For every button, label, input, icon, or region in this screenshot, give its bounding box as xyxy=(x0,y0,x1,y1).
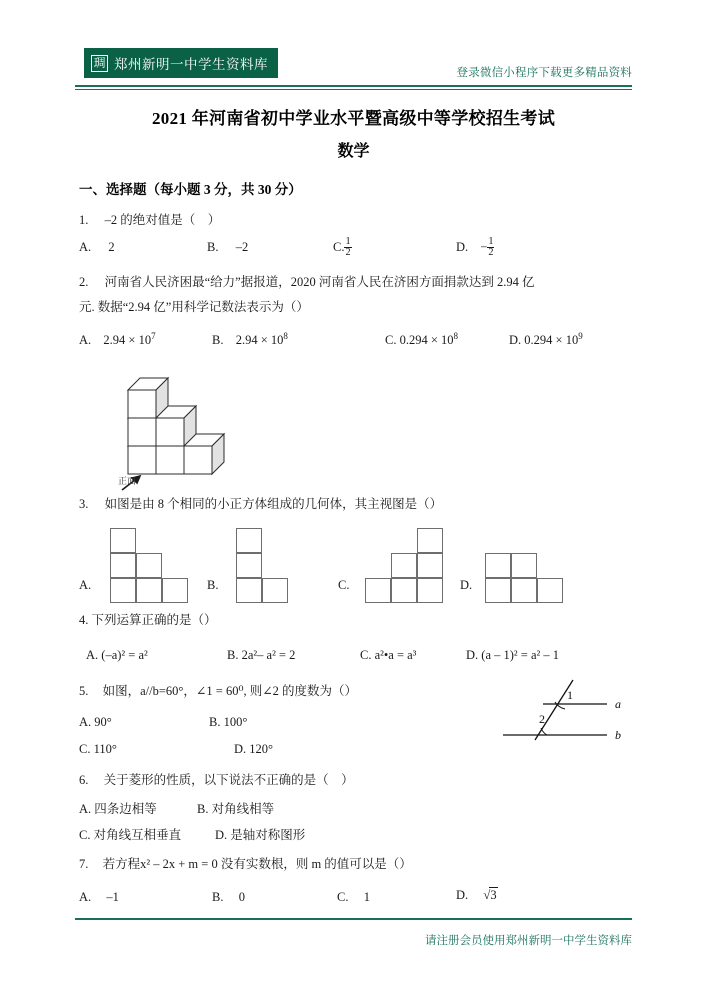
q4-opt-c-text: a²•a = a³ xyxy=(374,648,417,662)
grid-cell xyxy=(236,553,262,578)
q6-option-a[interactable] xyxy=(79,802,157,816)
q2-opt-b-label: B. xyxy=(212,333,224,348)
q1-opt-d-fraction: $\frac{1}{2}$ xyxy=(488,236,494,259)
grid-cell xyxy=(417,528,443,553)
q3-option-b-grid[interactable] xyxy=(236,528,316,603)
q1-option-c[interactable] xyxy=(333,237,352,259)
q2-opt-d-mantissa: 0.294 xyxy=(524,333,553,348)
q7-stem-text: 若方程x² – 2x + m = 0 没有实数根，则 m 的值可以是（） xyxy=(102,857,412,871)
q2-opt-b-base: 10 xyxy=(270,333,284,348)
q4-opt-b-label: B. xyxy=(227,648,239,662)
q6-opt-d-text: 是轴对称图形 xyxy=(230,828,306,842)
q5-opt-d-label: D. xyxy=(234,742,247,756)
question-5-stem xyxy=(79,684,357,698)
times-symbol: × xyxy=(430,333,438,348)
header-promo-text: 登录微信小程序下载更多精品资料 xyxy=(456,65,632,79)
q3-option-a-grid[interactable] xyxy=(110,528,200,603)
q3-opt-c-label: C. xyxy=(338,578,350,592)
q2-option-d[interactable] xyxy=(509,331,583,348)
q2-opt-c-exp: 8 xyxy=(453,331,459,341)
grid-cell xyxy=(511,578,537,603)
question-4-stem xyxy=(79,613,217,627)
q2-opt-a-mantissa: 2.94 xyxy=(103,333,126,348)
q1-opt-a-text: 2 xyxy=(108,240,115,254)
q5-option-b[interactable] xyxy=(209,715,247,729)
grid-cell xyxy=(417,578,443,603)
q7-opt-c-text: 1 xyxy=(363,890,370,904)
q1-number: 1. xyxy=(79,213,89,227)
line-b-label: b xyxy=(615,728,621,742)
q2-option-c[interactable] xyxy=(385,331,458,348)
q6-opt-d-label: D. xyxy=(215,828,228,842)
grid-cell xyxy=(417,553,443,578)
q7-number: 7. xyxy=(79,857,89,871)
q5-opt-a-text: 90° xyxy=(94,715,112,729)
q7-opt-b-label: B. xyxy=(212,890,224,904)
grid-cell xyxy=(110,553,136,578)
q6-option-d[interactable] xyxy=(215,828,305,842)
q7-option-c[interactable] xyxy=(337,890,370,904)
q7-option-a[interactable] xyxy=(79,890,119,904)
q7-opt-d-label: D. xyxy=(456,888,469,902)
q5-stem-text: 如图，a//b=60°，∠1 = 60⁰, 则∠2 的度数为（） xyxy=(102,684,358,698)
q4-option-b[interactable] xyxy=(227,648,295,662)
grid-cell xyxy=(485,553,511,578)
grid-cell xyxy=(110,528,136,553)
grid-cell xyxy=(236,528,262,553)
q4-option-d[interactable] xyxy=(466,648,559,662)
q7-option-d[interactable] xyxy=(456,887,498,903)
q3-stem-text: 如图是由 8 个相同的小正方体组成的几何体，其主视图是（） xyxy=(104,497,443,511)
angle-1-number: 1 xyxy=(567,688,573,702)
q1-opt-d-minus: − xyxy=(480,240,488,255)
grid-cell xyxy=(391,553,417,578)
q3-opt-d-label: D. xyxy=(460,578,473,592)
q1-opt-d-label: D. xyxy=(456,240,469,255)
header-rule-thick xyxy=(75,85,632,87)
grid-cell xyxy=(136,553,162,578)
q4-opt-b-text: 2a²– a² = 2 xyxy=(241,648,296,662)
q2-opt-b-exp: 8 xyxy=(283,331,288,341)
grid-cell xyxy=(236,578,262,603)
q1-opt-a-label: A. xyxy=(79,240,92,254)
q1-option-b[interactable] xyxy=(207,240,248,254)
footer-rule xyxy=(75,918,632,920)
grid-cell xyxy=(485,578,511,603)
q6-opt-a-label: A. xyxy=(79,802,92,816)
q2-opt-a-base: 10 xyxy=(138,333,152,348)
q4-opt-a-label: A. xyxy=(86,648,99,662)
q1-option-d[interactable] xyxy=(456,237,494,259)
q4-opt-a-text: (–a)² = a² xyxy=(101,648,148,662)
q5-opt-a-label: A. xyxy=(79,715,92,729)
q2-stem-text-1: 河南省人民济困最“给力”据报道，2020 河南省人民在济困方面捐款达到 2.94 亿 xyxy=(104,275,535,289)
q3-opt-a-label: A. xyxy=(79,578,92,592)
q5-opt-b-label: B. xyxy=(209,715,221,729)
q6-option-b[interactable] xyxy=(197,802,274,816)
q3-option-d-grid[interactable] xyxy=(485,553,575,603)
exam-title: 2021 年河南省初中学业水平暨高级中等学校招生考试 xyxy=(151,109,556,128)
q2-opt-b-mantissa: 2.94 xyxy=(235,333,258,348)
logo-seal-icon: 琱 xyxy=(91,55,108,72)
question-3-stem xyxy=(79,497,442,511)
q1-stem-text: –2 的绝对值是（ ） xyxy=(104,213,221,227)
q6-opt-c-label: C. xyxy=(79,828,91,842)
q7-opt-d-sqrt: √3 xyxy=(483,888,497,902)
q7-opt-a-text: –1 xyxy=(106,890,119,904)
grid-cell xyxy=(365,578,391,603)
q2-opt-c-base: 10 xyxy=(441,333,454,348)
grid-cell xyxy=(110,578,136,603)
q2-opt-a-label: A. xyxy=(79,333,92,348)
q2-opt-d-base: 10 xyxy=(565,333,579,348)
q1-opt-b-text: –2 xyxy=(235,240,249,254)
q7-option-b[interactable] xyxy=(212,890,245,904)
q4-opt-d-text: (a – 1)² = a² – 1 xyxy=(481,648,559,662)
q2-option-b[interactable] xyxy=(212,331,288,348)
q2-opt-c-label: C. xyxy=(385,333,397,348)
q2-number: 2. xyxy=(79,275,89,289)
grid-cell xyxy=(511,553,537,578)
q5-opt-b-text: 100° xyxy=(223,715,248,729)
q4-opt-d-label: D. xyxy=(466,648,479,662)
times-symbol: × xyxy=(555,333,563,348)
q6-opt-b-text: 对角线相等 xyxy=(211,802,275,816)
q5-number: 5. xyxy=(79,684,89,698)
q4-option-c[interactable] xyxy=(360,648,416,662)
exam-subject: 数学 xyxy=(337,143,370,160)
question-6-stem xyxy=(79,773,354,787)
q2-opt-a-exp: 7 xyxy=(151,331,156,341)
q5-parallel-lines-figure xyxy=(495,678,635,760)
q6-opt-c-text: 对角线互相垂直 xyxy=(93,828,182,842)
header-rule-thin xyxy=(75,89,632,90)
footer-promo-text: 请注册会员使用郑州新明一中学生资料库 xyxy=(425,933,632,947)
q6-stem-text: 关于菱形的性质，以下说法不正确的是（ ） xyxy=(103,773,354,787)
q1-opt-c-fraction: $\frac{1}{2}$ xyxy=(345,236,351,259)
q4-opt-c-label: C. xyxy=(360,648,372,662)
q5-opt-d-text: 120° xyxy=(249,742,274,756)
line-a-label: a xyxy=(615,697,621,711)
times-symbol: × xyxy=(260,333,268,348)
q6-opt-b-label: B. xyxy=(197,802,209,816)
question-7-stem xyxy=(79,857,412,871)
grid-cell xyxy=(391,578,417,603)
q5-opt-c-text: 110° xyxy=(93,742,117,756)
grid-cell xyxy=(262,578,288,603)
q3-opt-b-label: B. xyxy=(207,578,219,592)
q4-number: 4. xyxy=(79,613,89,627)
q3-number: 3. xyxy=(79,497,89,511)
q1-opt-c-label-visible: C. xyxy=(333,240,345,255)
q6-opt-a-text: 四条边相等 xyxy=(94,802,157,816)
q5-option-c[interactable] xyxy=(79,742,117,756)
q5-option-a[interactable] xyxy=(79,715,112,729)
question-2-stem-line2: 元. 数据“2.94 亿”用科学记数法表示为（） xyxy=(79,300,309,314)
question-2-stem-line1 xyxy=(79,275,534,289)
q2-opt-d-exp: 9 xyxy=(578,331,583,341)
angle-diagram-svg xyxy=(495,678,635,760)
q1-opt-b-label: B. xyxy=(207,240,219,254)
q7-opt-c-label: C. xyxy=(337,890,349,904)
q3-figure-label: 正面 xyxy=(118,477,137,487)
q4-stem-text: 下列运算正确的是（） xyxy=(91,613,217,627)
q6-option-c[interactable] xyxy=(79,828,181,842)
q3-solid-figure xyxy=(110,368,240,493)
grid-cell xyxy=(162,578,188,603)
q3-option-c-grid[interactable] xyxy=(365,528,455,603)
logo-text: 郑州新明一中学生资料库 xyxy=(114,57,268,73)
q1-option-a[interactable] xyxy=(79,240,115,254)
q2-opt-c-mantissa: 0.294 xyxy=(399,333,428,348)
q7-opt-a-label: A. xyxy=(79,890,92,904)
q5-option-d[interactable] xyxy=(234,742,273,756)
q2-option-a[interactable] xyxy=(79,331,156,348)
site-logo[interactable] xyxy=(84,48,278,78)
angle-2-number: 2 xyxy=(539,712,545,726)
q5-opt-c-label: C. xyxy=(79,742,91,756)
q4-option-a[interactable] xyxy=(86,648,148,662)
q7-opt-b-text: 0 xyxy=(238,890,245,904)
question-1-stem xyxy=(79,213,220,227)
q6-number: 6. xyxy=(79,773,89,787)
page-footer xyxy=(75,918,632,958)
grid-cell xyxy=(136,578,162,603)
page-header xyxy=(75,44,632,92)
q2-opt-d-label: D. xyxy=(509,333,522,348)
section-heading: 一、选择题（每小题 3 分，共 30 分） xyxy=(79,182,302,197)
times-symbol: × xyxy=(128,333,136,348)
grid-cell xyxy=(537,578,563,603)
